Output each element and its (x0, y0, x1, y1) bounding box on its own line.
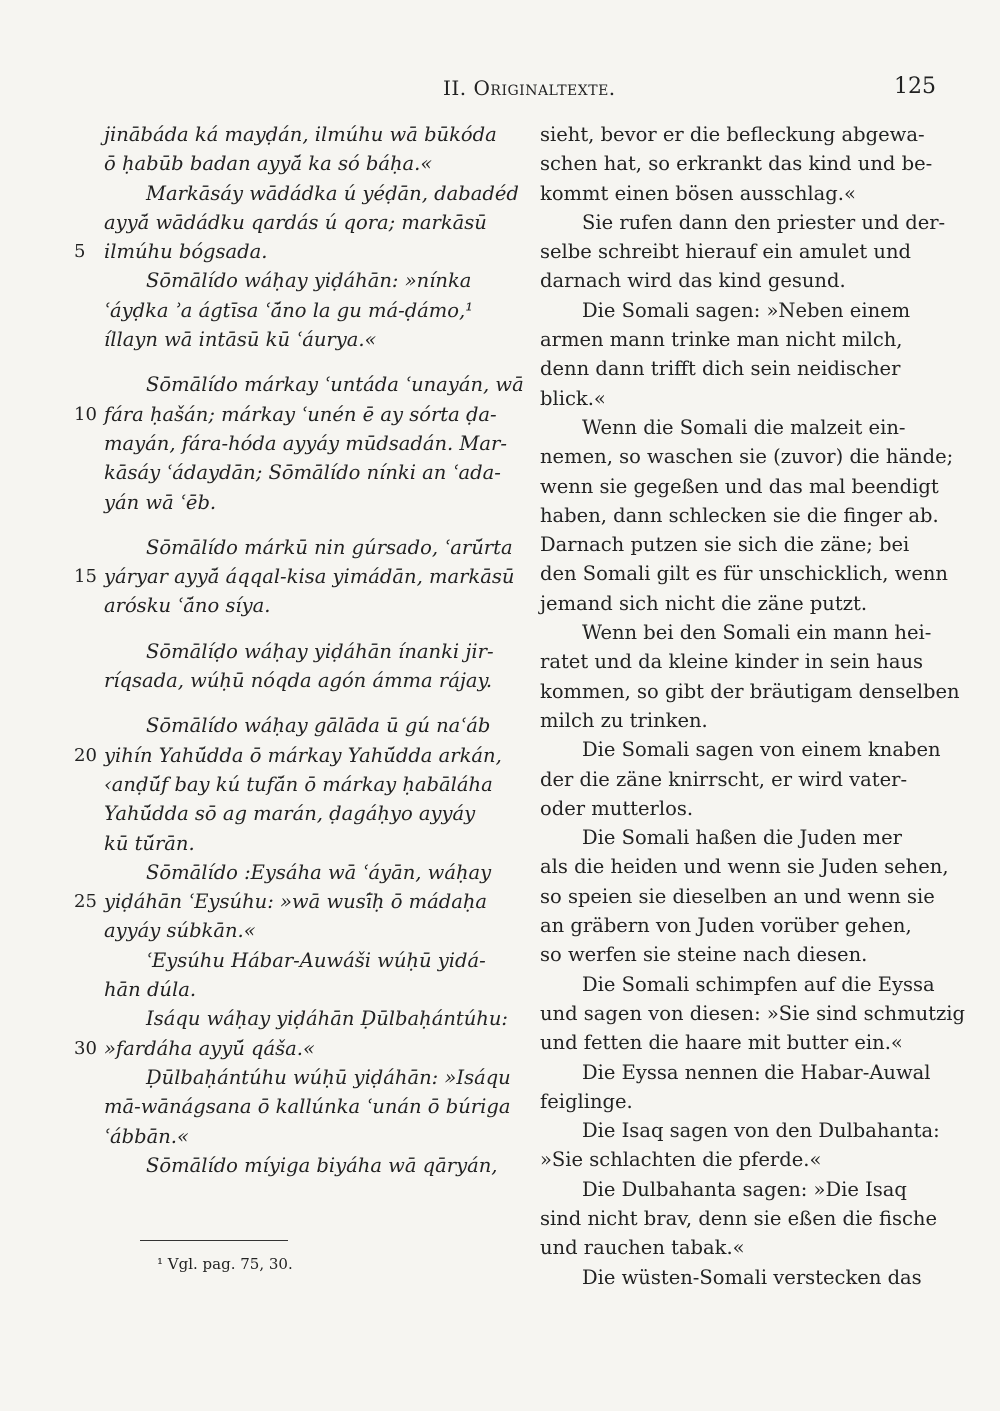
text-line (540, 501, 945, 530)
text-line (540, 1087, 945, 1116)
line-text: »fardáha ayyū́ qáša.« (104, 1036, 315, 1060)
line-text: Sōmālído márkay ʿuntáda ʿunayán, wā (146, 373, 524, 397)
line-text: ilmúhu bógsada. (104, 240, 268, 264)
text-line (104, 120, 514, 149)
page-header (0, 74, 1000, 104)
line-text: armen mann trinke man nicht milch, (540, 328, 903, 352)
line-text: ríqsada, wúḥū nóqda agón ámma rájay. (104, 669, 493, 693)
line-text: ō ḥabūb badan ayyā́ ka só báḥa.« (104, 152, 433, 176)
line-text: hān dúla. (104, 978, 197, 1002)
line-number: 5 (74, 241, 86, 263)
text-line (104, 458, 514, 487)
line-text: Die wüsten-Somali verstecken das (582, 1265, 922, 1289)
text-line (74, 237, 514, 266)
text-line (74, 400, 514, 429)
text-line (540, 237, 945, 266)
text-line (540, 559, 948, 588)
line-text: Die Isaq sagen von den Dulbahanta: (582, 1119, 940, 1143)
text-line (540, 1175, 945, 1204)
text-line (540, 911, 945, 940)
text-line (104, 149, 514, 178)
line-text: jemand sich nicht die zäne putzt. (540, 591, 868, 615)
text-line (540, 442, 954, 471)
text-line (540, 852, 949, 881)
paragraph-gap (104, 354, 514, 370)
line-text: fára ḥašán; márkay ʿunén ē ay sórta ḍa- (104, 402, 497, 426)
text-line (540, 735, 945, 764)
line-text: und rauchen tabak.« (540, 1236, 745, 1260)
line-text: sieht, bevor er die befleckung abgewa- (540, 123, 925, 146)
text-line (104, 637, 514, 666)
text-line (104, 799, 514, 828)
line-text: Die Dulbahanta sagen: »Die Isaq (582, 1177, 907, 1201)
line-text: und sagen von diesen: »Sie sind schmutzig (540, 1001, 965, 1025)
text-line (104, 770, 514, 799)
line-text: kommen, so gibt der bräutigam denselben (540, 679, 960, 703)
text-line (540, 149, 945, 178)
text-line (104, 858, 514, 887)
line-text: Sōmālído márkū nin gúrsado, ʿarū́rta (146, 535, 513, 559)
text-line (540, 940, 945, 969)
text-line (104, 533, 514, 562)
line-text: milch zu trinken. (540, 708, 708, 732)
text-line (540, 384, 945, 413)
line-number: 20 (74, 744, 97, 766)
text-line (104, 179, 519, 208)
line-text: íllayn wā intāsū kū ʿáurya.« (104, 328, 377, 352)
text-line (104, 829, 514, 858)
text-line (104, 296, 514, 325)
line-number: 30 (74, 1037, 97, 1059)
line-text: ʿábbān.« (104, 1124, 189, 1148)
line-text: kū tū́rān. (104, 831, 195, 855)
line-text: Die Eyssa nennen die Habar-Auwal (582, 1060, 931, 1084)
somali-text-column (74, 120, 524, 1180)
line-text: »Sie schlachten die pferde.« (540, 1148, 822, 1172)
text-line (104, 916, 514, 945)
text-line (540, 266, 945, 295)
line-text: Darnach putzen sie sich die zäne; bei (540, 533, 910, 557)
german-translation-column (540, 120, 965, 1292)
line-text: Markāsáy wādádka ú yéḍān, dabadéd (146, 181, 519, 205)
line-text: selbe schreibt hierauf ein amulet und (540, 240, 911, 264)
text-line (540, 354, 945, 383)
text-line (540, 647, 945, 676)
line-text: Die Somali haßen die Juden mer (582, 826, 902, 850)
line-text: so werfen sie steine nach diesen. (540, 943, 868, 967)
text-line (104, 975, 514, 1004)
line-number: 15 (74, 566, 97, 588)
line-text: Sie rufen dann den priester und der- (582, 210, 946, 234)
text-line (540, 530, 945, 559)
line-text: feiglinge. (540, 1089, 633, 1113)
line-text: Wenn die Somali die malzeit ein- (582, 415, 906, 439)
text-line (540, 413, 945, 442)
text-line (540, 970, 945, 999)
text-line (540, 882, 945, 911)
text-line (540, 325, 945, 354)
text-line (104, 370, 524, 399)
line-text: yihín Yahū́dda ō márkay Yahū́dda arkán, (104, 743, 502, 767)
line-text: Sōmālído míyiga biyáha wā qāryán, (146, 1153, 498, 1177)
line-text: Die Somali sagen von einem knaben (582, 738, 941, 762)
text-line (104, 1122, 514, 1151)
line-text: Sōmālíḍo wáḥay yiḍáhān ínanki jir- (146, 639, 494, 663)
line-text: kāsáy ʿádaydān; Sōmālído nínki an ʿada- (104, 461, 501, 485)
paragraph-gap (104, 695, 514, 711)
text-line (104, 1151, 514, 1180)
text-line (104, 208, 514, 237)
text-line (74, 741, 514, 770)
line-text: Sōmālído wáḥay gālāda ū gú naʿáb (146, 714, 491, 738)
text-line (540, 1028, 945, 1057)
text-line (540, 765, 945, 794)
line-text: Sōmālído :Eysáha wā ʿáyān, wáḥay (146, 860, 492, 884)
text-line (104, 946, 514, 975)
paragraph-gap (104, 517, 514, 533)
text-line (540, 589, 945, 618)
line-text: Die Somali schimpfen auf die Eyssa (582, 972, 935, 996)
line-text: als die heiden und wenn sie Juden sehen, (540, 855, 949, 879)
running-head: II. Originaltexte. (443, 76, 616, 100)
line-text: ayyā́ wādádku qardás ú qora; markāsū (104, 210, 487, 234)
line-text: Ḍūlbaḥántúhu wúḥū yiḍáhān: »Isáqu (146, 1065, 511, 1089)
line-text: jinābáda ká mayḍán, ilmúhu wā būkóda (104, 123, 497, 146)
line-text: oder mutterlos. (540, 796, 694, 820)
line-text: den Somali gilt es für unschicklich, wenn (540, 562, 948, 586)
line-text: Sōmālído wáḥay yiḍáhān: »nínka (146, 269, 472, 293)
text-line (540, 208, 945, 237)
line-text: blick.« (540, 386, 606, 410)
line-text: und fetten die haare mit butter ein.« (540, 1031, 903, 1055)
text-line (104, 429, 514, 458)
text-line (540, 296, 945, 325)
text-line (540, 1233, 945, 1262)
text-line (540, 1116, 945, 1145)
line-text: denn dann trifft dich sein neidischer (540, 357, 901, 381)
text-line (104, 1004, 514, 1033)
line-number: 10 (74, 403, 97, 425)
text-line (540, 1204, 945, 1233)
text-line (104, 591, 514, 620)
text-line (540, 1263, 945, 1292)
line-text: Isáqu wáḥay yiḍáhān Ḍūlbaḥántúhu: (146, 1007, 508, 1031)
line-text: Yahū́dda sō ag marán, ḍagáḥyo ayyáy (104, 802, 476, 826)
line-text: yán wā ʿēb. (104, 490, 217, 514)
line-text: haben, dann schlecken sie die finger ab. (540, 503, 939, 527)
line-text: ‹anḍū́f bay kú tufā́n ō márkay ḥabāláha (104, 772, 493, 796)
line-text: mayán, fára-hóda ayyáy mūdsadán. Mar- (104, 431, 507, 455)
line-text: mā-wānágsana ō kallúnka ʿunán ō búriga (104, 1095, 511, 1119)
line-text: darnach wird das kind gesund. (540, 269, 846, 293)
line-text: ʿáyḍka ʾa ágtīsa ʿā́no la gu má-ḍámo,¹ (104, 298, 474, 322)
text-line (540, 472, 945, 501)
line-text: der die zäne knirrscht, er wird vater- (540, 767, 908, 791)
page-number: 125 (894, 74, 936, 99)
text-line (104, 266, 514, 295)
line-text: so speien sie dieselben an und wenn sie (540, 884, 935, 908)
line-text: wenn sie gegeßen und das mal beendigt (540, 474, 939, 498)
line-text: kommt einen bösen ausschlag.« (540, 181, 856, 205)
text-line (540, 823, 945, 852)
text-line (540, 677, 960, 706)
text-line (104, 666, 514, 695)
footnote-divider (140, 1240, 288, 1241)
text-line (74, 562, 515, 591)
text-line (540, 1058, 945, 1087)
line-text: nemen, so waschen sie (zuvor) die hände; (540, 445, 954, 469)
text-line (74, 887, 514, 916)
line-text: an gräbern von Juden vorüber gehen, (540, 914, 912, 938)
line-text: ratet und da kleine kinder in sein haus (540, 650, 924, 674)
text-line (540, 120, 945, 149)
text-line (104, 325, 514, 354)
text-line (104, 1063, 514, 1092)
line-text: ʿEysúhu Hábar-Auwáši wúḥū yidá- (146, 948, 486, 972)
line-text: Die Somali sagen: »Neben einem (582, 298, 911, 322)
line-number: 25 (74, 891, 97, 913)
line-text: yiḍáhān ʿEysúhu: »wā wusī́ḥ ō mádaḥa (104, 890, 488, 914)
text-line (104, 711, 514, 740)
text-line (540, 618, 945, 647)
footnote: ¹ Vgl. pag. 75, 30. (157, 1255, 293, 1273)
line-text: yáryar ayyā́ áqqal-kisa yimádān, markāsū (104, 565, 515, 589)
line-text: sind nicht brav, denn sie eßen die fische (540, 1206, 937, 1230)
text-line (540, 1145, 945, 1174)
line-text: ayyáy súbkān.« (104, 919, 256, 943)
text-line (104, 488, 514, 517)
text-line (540, 794, 945, 823)
text-line (540, 706, 945, 735)
line-text: schen hat, so erkrankt das kind und be- (540, 152, 933, 176)
text-line (74, 1034, 514, 1063)
line-text: Wenn bei den Somali ein mann hei- (582, 621, 932, 645)
paragraph-gap (104, 621, 514, 637)
text-line (540, 179, 945, 208)
text-line (540, 999, 965, 1028)
text-line (104, 1092, 514, 1121)
line-text: arósku ʿā́no síya. (104, 594, 271, 618)
